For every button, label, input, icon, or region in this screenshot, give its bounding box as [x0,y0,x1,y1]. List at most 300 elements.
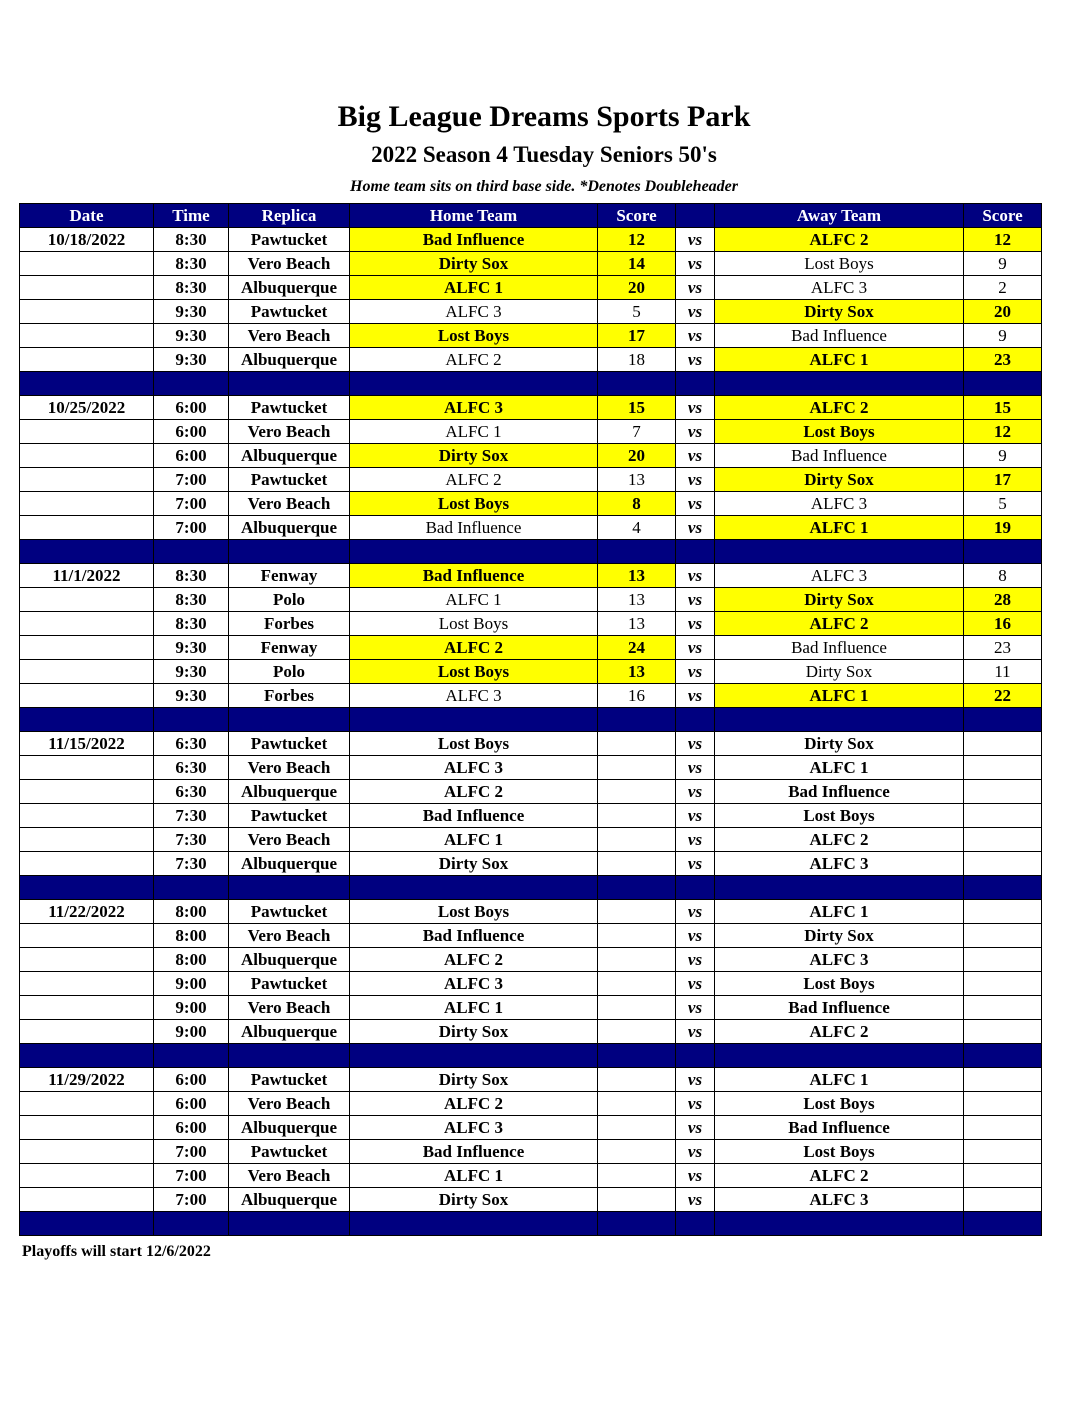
separator-cell [715,876,964,900]
away-team-cell: Lost Boys [715,252,964,276]
separator-cell [154,1212,229,1236]
home-score-cell [598,900,676,924]
date-cell [20,756,154,780]
time-cell: 8:30 [154,588,229,612]
table-row [20,852,1042,876]
table-row [20,276,1042,300]
separator-cell [715,1212,964,1236]
table-row [20,1068,1042,1092]
field-cell: Albuquerque [229,948,350,972]
home-team-cell: ALFC 2 [350,1092,598,1116]
away-score-cell [964,972,1042,996]
table-row [20,228,1042,252]
date-cell [20,492,154,516]
home-score-cell [598,852,676,876]
time-cell: 9:00 [154,972,229,996]
field-cell: Albuquerque [229,1116,350,1140]
time-cell: 9:30 [154,684,229,708]
table-row [20,1020,1042,1044]
time-cell: 6:30 [154,756,229,780]
column-header-home-team: Home Team [350,204,598,228]
away-team-cell: ALFC 3 [715,852,964,876]
field-cell: Pawtucket [229,804,350,828]
away-team-cell: Dirty Sox [715,468,964,492]
column-header-date: Date [20,204,154,228]
home-team-cell: ALFC 2 [350,948,598,972]
away-score-cell [964,852,1042,876]
table-row [20,828,1042,852]
table-row [20,420,1042,444]
home-team-cell: ALFC 1 [350,420,598,444]
away-team-cell: ALFC 2 [715,612,964,636]
home-team-cell: ALFC 1 [350,1164,598,1188]
vs-cell: vs [676,588,715,612]
away-score-cell: 23 [964,636,1042,660]
away-score-cell [964,804,1042,828]
date-cell [20,276,154,300]
date-cell: 11/29/2022 [20,1068,154,1092]
away-team-cell: ALFC 2 [715,228,964,252]
table-row [20,588,1042,612]
separator-cell [676,540,715,564]
separator-cell [154,1044,229,1068]
away-team-cell: ALFC 2 [715,1020,964,1044]
away-score-cell: 9 [964,324,1042,348]
time-cell: 7:00 [154,492,229,516]
separator-cell [715,372,964,396]
away-team-cell: ALFC 2 [715,1164,964,1188]
away-team-cell: Lost Boys [715,804,964,828]
away-score-cell: 22 [964,684,1042,708]
home-score-cell [598,1020,676,1044]
field-cell: Vero Beach [229,420,350,444]
away-score-cell: 9 [964,252,1042,276]
home-score-cell: 20 [598,444,676,468]
separator-cell [598,1044,676,1068]
away-score-cell: 16 [964,612,1042,636]
away-team-cell: ALFC 3 [715,1188,964,1212]
time-cell: 7:30 [154,852,229,876]
time-cell: 7:30 [154,804,229,828]
separator-cell [154,708,229,732]
table-row [20,972,1042,996]
date-cell [20,636,154,660]
separator-cell [20,1044,154,1068]
time-cell: 7:00 [154,516,229,540]
home-team-cell: ALFC 1 [350,276,598,300]
home-score-cell: 20 [598,276,676,300]
away-score-cell [964,756,1042,780]
separator-cell [676,1044,715,1068]
separator-cell [154,876,229,900]
table-row [20,924,1042,948]
schedule-table [19,203,1042,1236]
date-cell [20,420,154,444]
date-cell [20,1164,154,1188]
away-team-cell: ALFC 3 [715,276,964,300]
away-score-cell: 23 [964,348,1042,372]
separator-cell [229,708,350,732]
field-cell: Polo [229,588,350,612]
page-subtitle: 2022 Season 4 Tuesday Seniors 50's [371,142,717,167]
vs-cell: vs [676,924,715,948]
separator-cell [715,708,964,732]
separator-cell [350,372,598,396]
away-team-cell: ALFC 2 [715,828,964,852]
home-team-cell: Lost Boys [350,900,598,924]
field-cell: Fenway [229,564,350,588]
away-team-cell: ALFC 1 [715,684,964,708]
away-score-cell: 20 [964,300,1042,324]
separator-cell [964,1044,1042,1068]
home-score-cell [598,1164,676,1188]
home-score-cell [598,972,676,996]
home-score-cell: 13 [598,612,676,636]
separator-cell [715,1044,964,1068]
field-cell: Albuquerque [229,276,350,300]
field-cell: Pawtucket [229,972,350,996]
time-cell: 6:00 [154,396,229,420]
time-cell: 8:30 [154,252,229,276]
time-cell: 7:00 [154,468,229,492]
date-cell [20,780,154,804]
separator-cell [229,372,350,396]
home-team-cell: Dirty Sox [350,1068,598,1092]
field-cell: Forbes [229,684,350,708]
playoffs-note: Playoffs will start 12/6/2022 [22,1243,211,1260]
vs-cell: vs [676,684,715,708]
vs-cell: vs [676,1116,715,1140]
home-team-cell: Bad Influence [350,1140,598,1164]
field-cell: Pawtucket [229,300,350,324]
vs-cell: vs [676,780,715,804]
date-cell [20,972,154,996]
separator-cell [964,708,1042,732]
time-cell: 6:00 [154,1092,229,1116]
field-cell: Albuquerque [229,1020,350,1044]
time-cell: 8:30 [154,276,229,300]
separator-cell [964,540,1042,564]
table-row [20,612,1042,636]
separator-cell [20,372,154,396]
field-cell: Vero Beach [229,324,350,348]
away-team-cell: Bad Influence [715,444,964,468]
field-cell: Pawtucket [229,396,350,420]
away-score-cell [964,948,1042,972]
date-cell [20,300,154,324]
away-team-cell: Bad Influence [715,780,964,804]
separator-cell [229,1044,350,1068]
home-team-cell: ALFC 3 [350,396,598,420]
home-team-cell: ALFC 3 [350,684,598,708]
home-score-cell: 13 [598,660,676,684]
field-cell: Albuquerque [229,516,350,540]
away-team-cell: ALFC 1 [715,756,964,780]
away-team-cell: ALFC 1 [715,1068,964,1092]
field-cell: Pawtucket [229,732,350,756]
away-score-cell [964,900,1042,924]
away-score-cell: 8 [964,564,1042,588]
home-score-cell: 15 [598,396,676,420]
table-row [20,300,1042,324]
separator-cell [964,1212,1042,1236]
table-row [20,1092,1042,1116]
vs-cell: vs [676,300,715,324]
vs-cell: vs [676,660,715,684]
separator-cell [598,876,676,900]
home-team-cell: Lost Boys [350,732,598,756]
page-title: Big League Dreams Sports Park [337,100,751,133]
separator-cell [20,1212,154,1236]
away-score-cell: 28 [964,588,1042,612]
field-cell: Vero Beach [229,828,350,852]
table-row [20,348,1042,372]
time-cell: 6:00 [154,444,229,468]
field-cell: Pawtucket [229,228,350,252]
home-team-cell: ALFC 3 [350,756,598,780]
away-team-cell: Lost Boys [715,1140,964,1164]
separator-cell [154,540,229,564]
table-header-row [20,204,1042,228]
week-separator-row [20,372,1042,396]
table-row [20,468,1042,492]
vs-cell: vs [676,276,715,300]
home-team-cell: ALFC 2 [350,468,598,492]
home-score-cell [598,1140,676,1164]
home-team-cell: ALFC 2 [350,780,598,804]
date-cell [20,948,154,972]
time-cell: 7:00 [154,1140,229,1164]
separator-cell [964,372,1042,396]
away-score-cell [964,996,1042,1020]
home-team-cell: Bad Influence [350,564,598,588]
away-team-cell: ALFC 3 [715,492,964,516]
vs-cell: vs [676,996,715,1020]
home-team-cell: Bad Influence [350,804,598,828]
date-cell [20,324,154,348]
home-score-cell [598,996,676,1020]
home-score-cell: 13 [598,588,676,612]
week-separator-row [20,1212,1042,1236]
away-team-cell: ALFC 1 [715,348,964,372]
home-score-cell [598,756,676,780]
away-score-cell: 12 [964,228,1042,252]
home-score-cell [598,828,676,852]
week-separator-row [20,708,1042,732]
table-row [20,1140,1042,1164]
table-row [20,900,1042,924]
separator-cell [20,540,154,564]
time-cell: 8:30 [154,564,229,588]
column-header-time: Time [154,204,229,228]
home-team-cell: ALFC 3 [350,972,598,996]
away-score-cell [964,924,1042,948]
home-score-cell: 18 [598,348,676,372]
separator-cell [715,540,964,564]
home-score-cell: 14 [598,252,676,276]
away-team-cell: ALFC 3 [715,564,964,588]
vs-cell: vs [676,804,715,828]
field-cell: Vero Beach [229,1092,350,1116]
table-row [20,636,1042,660]
home-team-cell: ALFC 3 [350,1116,598,1140]
vs-cell: vs [676,492,715,516]
separator-cell [20,876,154,900]
home-score-cell: 13 [598,468,676,492]
separator-cell [350,1212,598,1236]
home-score-cell: 24 [598,636,676,660]
field-cell: Albuquerque [229,444,350,468]
away-team-cell: Bad Influence [715,1116,964,1140]
column-header-home-score: Score [598,204,676,228]
time-cell: 8:00 [154,900,229,924]
table-row [20,324,1042,348]
separator-cell [598,708,676,732]
separator-cell [154,372,229,396]
table-row [20,1116,1042,1140]
home-score-cell: 17 [598,324,676,348]
vs-cell: vs [676,948,715,972]
date-cell [20,828,154,852]
away-team-cell: Dirty Sox [715,924,964,948]
away-score-cell: 9 [964,444,1042,468]
away-score-cell: 12 [964,420,1042,444]
date-cell [20,444,154,468]
table-row [20,396,1042,420]
date-cell [20,1092,154,1116]
away-score-cell [964,780,1042,804]
table-row [20,756,1042,780]
home-team-cell: Bad Influence [350,228,598,252]
field-cell: Vero Beach [229,492,350,516]
table-row [20,444,1042,468]
vs-cell: vs [676,324,715,348]
vs-cell: vs [676,900,715,924]
date-cell [20,804,154,828]
time-cell: 6:30 [154,732,229,756]
away-team-cell: Lost Boys [715,972,964,996]
time-cell: 9:00 [154,996,229,1020]
field-cell: Albuquerque [229,348,350,372]
week-separator-row [20,1044,1042,1068]
vs-cell: vs [676,444,715,468]
home-score-cell: 8 [598,492,676,516]
date-cell: 11/15/2022 [20,732,154,756]
separator-cell [598,540,676,564]
home-team-cell: Bad Influence [350,924,598,948]
time-cell: 7:30 [154,828,229,852]
column-header-vs [676,204,715,228]
schedule-body [20,228,1042,1236]
away-score-cell [964,1068,1042,1092]
away-score-cell: 17 [964,468,1042,492]
table-row [20,1188,1042,1212]
date-cell [20,684,154,708]
field-cell: Polo [229,660,350,684]
home-score-cell [598,1068,676,1092]
away-team-cell: ALFC 2 [715,396,964,420]
away-team-cell: Bad Influence [715,324,964,348]
table-row [20,660,1042,684]
home-team-cell: ALFC 1 [350,588,598,612]
away-score-cell: 15 [964,396,1042,420]
field-cell: Vero Beach [229,252,350,276]
date-cell [20,252,154,276]
time-cell: 9:30 [154,348,229,372]
away-score-cell [964,1164,1042,1188]
time-cell: 8:30 [154,612,229,636]
home-team-cell: Lost Boys [350,660,598,684]
table-row [20,804,1042,828]
vs-cell: vs [676,1020,715,1044]
home-team-cell: Bad Influence [350,516,598,540]
date-cell [20,588,154,612]
vs-cell: vs [676,852,715,876]
away-score-cell: 11 [964,660,1042,684]
away-score-cell: 19 [964,516,1042,540]
separator-cell [676,708,715,732]
vs-cell: vs [676,612,715,636]
time-cell: 6:30 [154,780,229,804]
vs-cell: vs [676,756,715,780]
separator-cell [598,1212,676,1236]
table-row [20,252,1042,276]
home-score-cell [598,1188,676,1212]
table-row [20,780,1042,804]
separator-cell [229,876,350,900]
home-score-cell [598,1092,676,1116]
column-header-away-team: Away Team [715,204,964,228]
home-score-cell: 12 [598,228,676,252]
home-team-cell: ALFC 1 [350,996,598,1020]
table-row [20,732,1042,756]
away-team-cell: ALFC 1 [715,900,964,924]
home-team-cell: ALFC 1 [350,828,598,852]
time-cell: 9:30 [154,636,229,660]
home-score-cell [598,732,676,756]
home-team-cell: ALFC 2 [350,636,598,660]
vs-cell: vs [676,732,715,756]
date-cell [20,1020,154,1044]
time-cell: 6:00 [154,420,229,444]
home-score-cell: 4 [598,516,676,540]
vs-cell: vs [676,468,715,492]
away-team-cell: Dirty Sox [715,300,964,324]
away-score-cell [964,828,1042,852]
away-team-cell: Dirty Sox [715,660,964,684]
vs-cell: vs [676,516,715,540]
table-row [20,948,1042,972]
home-team-cell: Dirty Sox [350,852,598,876]
vs-cell: vs [676,228,715,252]
away-team-cell: Bad Influence [715,636,964,660]
home-team-cell: Dirty Sox [350,1020,598,1044]
away-score-cell [964,1188,1042,1212]
separator-cell [676,876,715,900]
time-cell: 9:30 [154,300,229,324]
separator-cell [598,372,676,396]
field-cell: Albuquerque [229,1188,350,1212]
away-team-cell: Dirty Sox [715,588,964,612]
field-cell: Vero Beach [229,924,350,948]
date-cell [20,468,154,492]
field-cell: Vero Beach [229,1164,350,1188]
away-score-cell [964,1092,1042,1116]
away-team-cell: Dirty Sox [715,732,964,756]
separator-cell [350,540,598,564]
field-cell: Albuquerque [229,780,350,804]
time-cell: 6:00 [154,1116,229,1140]
